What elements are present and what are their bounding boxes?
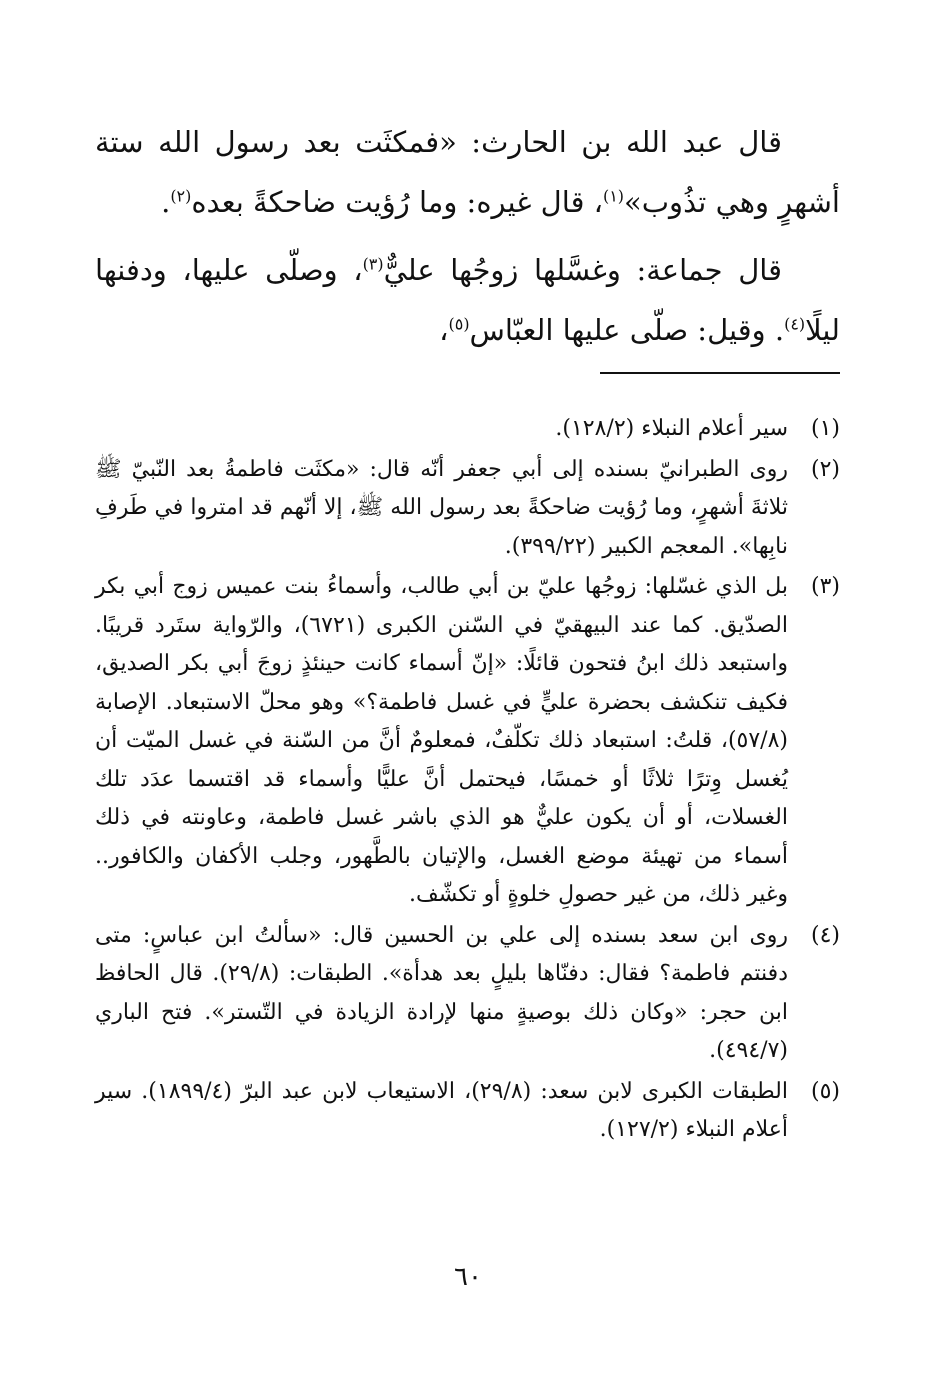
footnote-number: (٢) — [810, 456, 840, 482]
footnote-text: روى ابن سعد بسنده إلى علي بن الحسين قال: «سألتُ ابن عباسٍ: متى دفنتم فاطمة؟ فقال: دفنّاها بليلٍ بعد هدأة». الطبقات: (٢٩/٨). قال الحافظ ابن حجر: «وكان ذلك بوصيةٍ منها لإرادة الزيادة في التّستر». فتح الباري (٤٩٤/٧). — [95, 922, 788, 1063]
footnote-text: بل الذي غسّلها: زوجُها عليّ بن أبي طالب، وأسماءُ بنت عميس زوج أبي بكر الصدّيق. كما عند البيهقيّ في السّنن الكبرى (٦٧٢١)، والرّواية ستَرد قريبًا. واستبعد ذلك ابنُ فتحون قائلًا: «إنّ أسماء كانت حينئذٍ زوجَ أبي بكر الصديق، فكيف تنكشف بحضرة عليٍّ في غسل فاطمة؟» وهو محلّ الاستبعاد. الإصابة (٥٧/٨)، قلتُ: استبعاد ذلك تكلّفٌ، فمعلومٌ أنَّ من السّنة في غسل الميّت أن يُغسل وِترًا ثلاثًا أو خمسًا، فيحتمل أنَّ عليًّا وأسماء قد اقتسما عدَد تلك الغسلات، أو أن يكون عليٌّ هو الذي باشر غسل فاطمة، وعاونته في ذلك أسماء من تهيئة موضع الغسل، والإتيان بالطَّهور، وجلب الأكفان والكافور.. وغير ذلك، من غير حصولِ خلوةٍ أو تكشّف. — [95, 574, 788, 907]
paragraph-text: ، قال غيره: وما رُؤيت ضاحكةً بعده — [191, 185, 604, 219]
paragraph-text: قال عبد الله بن الحارث: «فمكثَت بعد رسول الله ستة أشهرٍ وهي تذُوب» — [95, 125, 840, 219]
paragraph-text: . — [161, 185, 171, 219]
footnote-text: الطبقات الكبرى لابن سعد: (٢٩/٨)، الاستيعاب لابن عبد البرّ (١٨٩٩/٤). سير أعلام النبلاء (١٢٧/٢). — [95, 1078, 788, 1142]
footnote — [95, 917, 840, 1071]
footnote-ref: (١) — [603, 186, 625, 206]
footnote-ref: (٣) — [362, 254, 384, 274]
footnote-number: (١) — [810, 416, 840, 441]
main-text — [95, 112, 840, 360]
paragraph-text: . وقيل: صلّى عليها العبّاس — [469, 313, 785, 347]
footnote — [95, 410, 840, 449]
footnote-number: (٤) — [810, 922, 840, 948]
footnote — [95, 1073, 840, 1150]
footnote-number: (٣) — [810, 574, 840, 599]
main-paragraph-2 — [95, 240, 840, 360]
paragraph-text: ، وصلّى عليها، ودفنها ليلًا — [95, 253, 840, 347]
footnote — [95, 451, 840, 567]
footnote-text: سير أعلام النبلاء (١٢٨/٢). — [555, 416, 788, 441]
footnote-number: (٥) — [810, 1078, 840, 1104]
paragraph-text: قال جماعة: وغسَّلها زوجُها عليٌّ — [383, 253, 782, 287]
footnote-ref: (٢) — [170, 186, 192, 206]
footnotes — [95, 410, 840, 1152]
footnote-ref: (٥) — [448, 314, 470, 334]
footnote-ref: (٤) — [784, 314, 806, 334]
paragraph-text: ، — [439, 313, 449, 347]
main-paragraph-1 — [95, 112, 840, 232]
page-number: ٦٠ — [454, 1262, 482, 1292]
footnote-text: روى الطبرانيّ بسنده إلى أبي جعفر أنّه قال: «مكثَت فاطمةُ بعد النّبيّ ﷺ ثلاثةَ أشهرٍ، وما رُؤيت ضاحكةً بعد رسول الله ﷺ، إلا أنّهم قد امتروا في طَرفِ نابِها». المعجم الكبير (٣٩٩/٢٢). — [95, 456, 788, 559]
footnote-separator — [600, 372, 840, 374]
footnote — [95, 568, 840, 915]
